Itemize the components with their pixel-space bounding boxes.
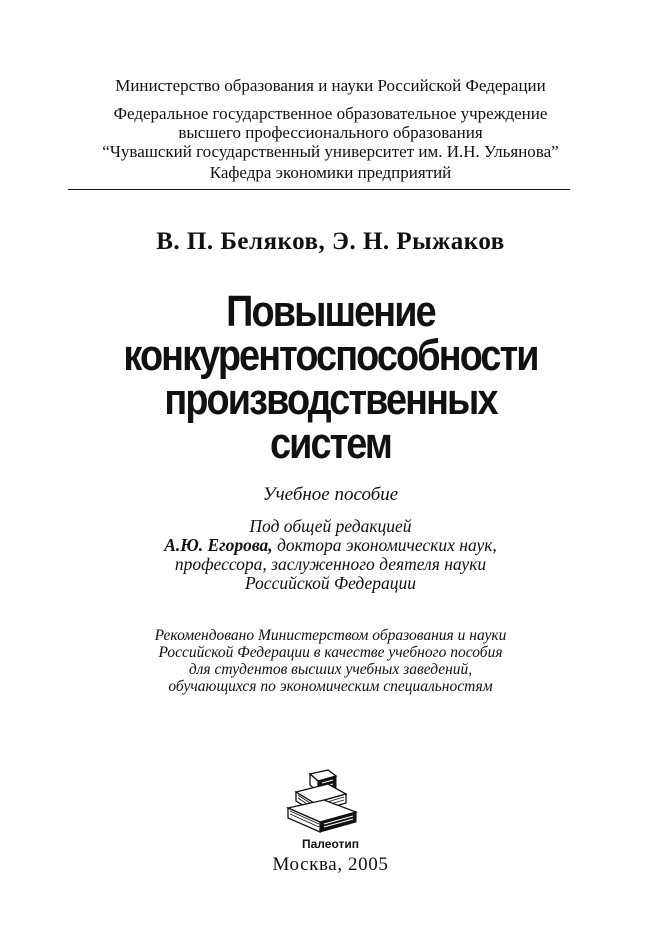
title-line: конкурентоспособности [123,331,538,380]
editor-credentials: доктора экономических наук, [272,535,497,555]
recommendation-block [0,627,661,695]
institution-line: высшего профессионального образования [178,123,483,142]
books-stack-logo-icon [284,768,360,838]
recommendation-line: для студентов высших учебных заведений, [188,661,473,678]
header-divider [68,189,570,190]
editor-name: А.Ю. Егорова, [164,535,273,555]
editor-block [0,517,661,593]
recommendation-line: обучающихся по экономическим специальностям [168,678,493,695]
institution-block [0,104,661,161]
editor-line [0,536,661,555]
title-line: производственных [164,375,497,424]
department-line: Кафедра экономики предприятий [209,163,452,182]
authors: В. П. Беляков, Э. Н. Рыжаков [156,228,505,255]
editor-intro: Под общей редакцией [249,516,412,536]
recommendation-line: Рекомендовано Министерством образования и науки [154,627,507,644]
book-title [46,287,614,468]
institution-line: Федеральное государственное образовательное учреждение [113,104,548,123]
ministry-line: Министерство образования и науки Российской Федерации [115,76,546,95]
editor-line: Российской Федерации [245,573,416,593]
title-line: систем [269,419,392,468]
imprint-city-year: Москва, 2005 [272,854,389,875]
editor-line: профессора, заслуженного деятеля науки [174,554,487,574]
recommendation-line: Российской Федерации в качестве учебного пособия [158,644,503,661]
title-line: Повышение [226,287,435,336]
publisher-name: Палеотип [302,837,359,851]
institution-line: “Чувашский государственный университет им. И.Н. Ульянова” [102,142,559,161]
book-subtitle: Учебное пособие [262,484,399,505]
